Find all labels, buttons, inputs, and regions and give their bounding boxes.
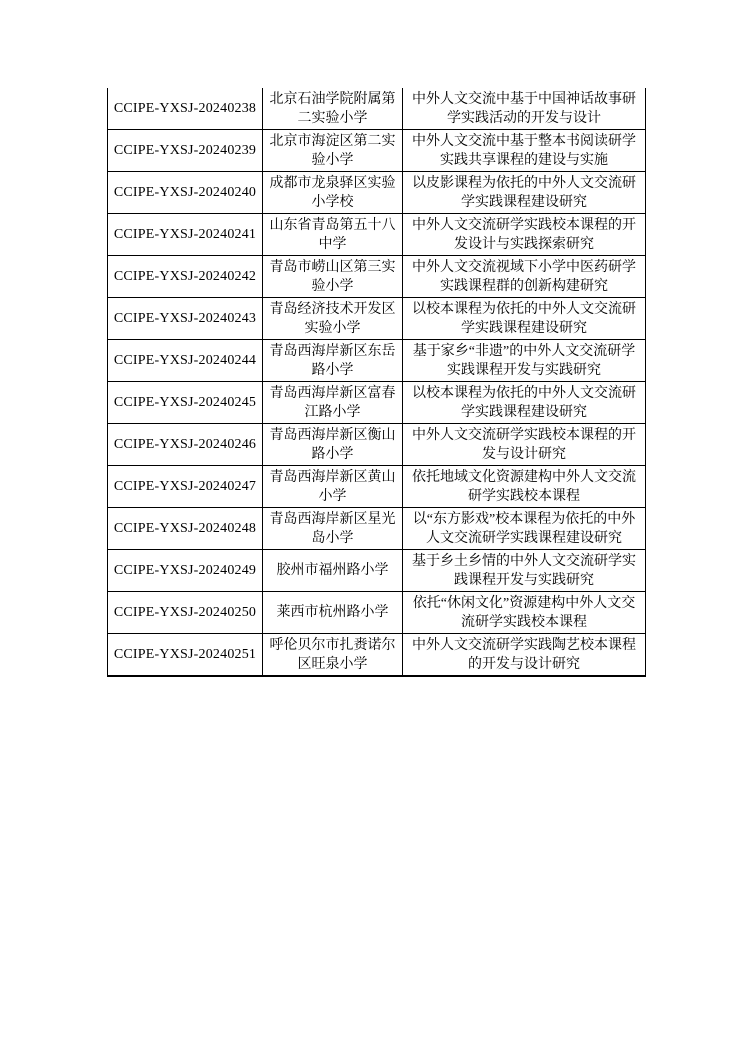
cell-project-title: 中外人文交流研学实践校本课程的开发与设计研究 bbox=[403, 424, 646, 466]
cell-project-code: CCIPE-YXSJ-20240243 bbox=[108, 298, 263, 340]
cell-project-title: 中外人文交流视域下小学中医药研学实践课程群的创新构建研究 bbox=[403, 256, 646, 298]
cell-project-title: 以校本课程为依托的中外人文交流研学实践课程建设研究 bbox=[403, 298, 646, 340]
table-row bbox=[108, 298, 646, 340]
cell-project-title: 中外人文交流研学实践校本课程的开发设计与实践探索研究 bbox=[403, 214, 646, 256]
table-row bbox=[108, 592, 646, 634]
table-row bbox=[108, 634, 646, 677]
cell-project-code: CCIPE-YXSJ-20240245 bbox=[108, 382, 263, 424]
cell-project-code: CCIPE-YXSJ-20240246 bbox=[108, 424, 263, 466]
cell-project-title: 中外人文交流中基于整本书阅读研学实践共享课程的建设与实施 bbox=[403, 130, 646, 172]
cell-project-title: 中外人文交流中基于中国神话故事研学实践活动的开发与设计 bbox=[403, 88, 646, 130]
cell-school-name: 莱西市杭州路小学 bbox=[263, 592, 403, 634]
cell-project-title: 依托“休闲文化”资源建构中外人文交流研学实践校本课程 bbox=[403, 592, 646, 634]
cell-project-title: 以校本课程为依托的中外人文交流研学实践课程建设研究 bbox=[403, 382, 646, 424]
cell-project-title: 以“东方影戏”校本课程为依托的中外人文交流研学实践课程建设研究 bbox=[403, 508, 646, 550]
cell-project-title: 基于家乡“非遗”的中外人文交流研学实践课程开发与实践研究 bbox=[403, 340, 646, 382]
table-row bbox=[108, 424, 646, 466]
table-row bbox=[108, 88, 646, 130]
table-row bbox=[108, 256, 646, 298]
cell-school-name: 青岛西海岸新区富春江路小学 bbox=[263, 382, 403, 424]
table-row bbox=[108, 508, 646, 550]
cell-school-name: 北京石油学院附属第二实验小学 bbox=[263, 88, 403, 130]
cell-school-name: 青岛西海岸新区衡山路小学 bbox=[263, 424, 403, 466]
cell-project-code: CCIPE-YXSJ-20240250 bbox=[108, 592, 263, 634]
cell-school-name: 呼伦贝尔市扎赉诺尔区旺泉小学 bbox=[263, 634, 403, 677]
cell-school-name: 北京市海淀区第二实验小学 bbox=[263, 130, 403, 172]
table-row bbox=[108, 382, 646, 424]
cell-school-name: 青岛西海岸新区黄山小学 bbox=[263, 466, 403, 508]
cell-project-code: CCIPE-YXSJ-20240249 bbox=[108, 550, 263, 592]
cell-project-title: 中外人文交流研学实践陶艺校本课程的开发与设计研究 bbox=[403, 634, 646, 677]
table-row bbox=[108, 214, 646, 256]
cell-project-title: 以皮影课程为依托的中外人文交流研学实践课程建设研究 bbox=[403, 172, 646, 214]
cell-project-code: CCIPE-YXSJ-20240240 bbox=[108, 172, 263, 214]
cell-project-code: CCIPE-YXSJ-20240248 bbox=[108, 508, 263, 550]
cell-school-name: 青岛西海岸新区东岳路小学 bbox=[263, 340, 403, 382]
cell-project-code: CCIPE-YXSJ-20240247 bbox=[108, 466, 263, 508]
table-row bbox=[108, 466, 646, 508]
cell-school-name: 青岛经济技术开发区实验小学 bbox=[263, 298, 403, 340]
cell-project-code: CCIPE-YXSJ-20240244 bbox=[108, 340, 263, 382]
cell-school-name: 青岛市崂山区第三实验小学 bbox=[263, 256, 403, 298]
cell-school-name: 山东省青岛第五十八中学 bbox=[263, 214, 403, 256]
cell-project-code: CCIPE-YXSJ-20240251 bbox=[108, 634, 263, 677]
project-table bbox=[107, 88, 646, 677]
cell-project-title: 依托地域文化资源建构中外人文交流研学实践校本课程 bbox=[403, 466, 646, 508]
cell-project-code: CCIPE-YXSJ-20240242 bbox=[108, 256, 263, 298]
table-row bbox=[108, 340, 646, 382]
cell-school-name: 成都市龙泉驿区实验小学校 bbox=[263, 172, 403, 214]
cell-project-code: CCIPE-YXSJ-20240238 bbox=[108, 88, 263, 130]
cell-school-name: 胶州市福州路小学 bbox=[263, 550, 403, 592]
cell-project-code: CCIPE-YXSJ-20240241 bbox=[108, 214, 263, 256]
table-row bbox=[108, 130, 646, 172]
cell-project-title: 基于乡土乡情的中外人文交流研学实践课程开发与实践研究 bbox=[403, 550, 646, 592]
cell-school-name: 青岛西海岸新区星光岛小学 bbox=[263, 508, 403, 550]
table-row bbox=[108, 550, 646, 592]
table-row bbox=[108, 172, 646, 214]
cell-project-code: CCIPE-YXSJ-20240239 bbox=[108, 130, 263, 172]
